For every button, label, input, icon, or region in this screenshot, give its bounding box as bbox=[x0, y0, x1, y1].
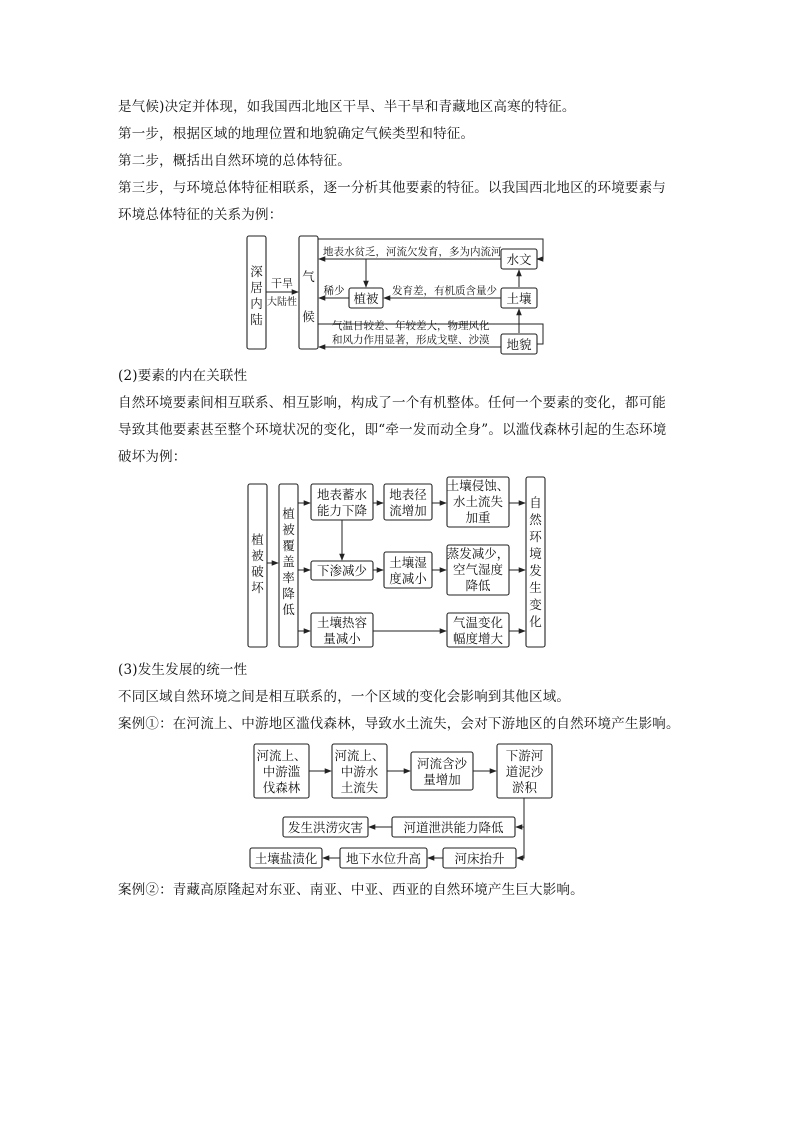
sparse-label: 稀少 bbox=[323, 285, 345, 297]
deposition-to-riverbed-arrow bbox=[517, 798, 524, 858]
sediment-line-1: 河流含沙 bbox=[416, 756, 468, 771]
deposition-line-2: 道泥沙 bbox=[505, 764, 544, 779]
evaporation-line-3: 降低 bbox=[465, 578, 491, 593]
erosion-line-1: 土壤侵蚀、 bbox=[446, 478, 510, 493]
riverbed-label: 河床抬升 bbox=[454, 851, 505, 866]
climate-box bbox=[299, 236, 318, 349]
destruction-char-3: 破 bbox=[251, 564, 264, 579]
coverage-char-7: 低 bbox=[282, 602, 295, 617]
landform-relation-label-2: 和风力作用显著，形成戈壁、沙漠 bbox=[332, 334, 490, 346]
landform-relation-label-1: 气温日较差、年较差大，物理风化 bbox=[332, 320, 490, 332]
soil-moisture-line-2: 度减小 bbox=[389, 571, 427, 586]
inland-char-4: 陆 bbox=[250, 312, 263, 327]
paragraph-climate-feature: 是气候)决定并体现，如我国西北地区干旱、半干旱和青藏地区高寒的特征。 bbox=[118, 99, 576, 115]
inland-char-1: 深 bbox=[250, 264, 263, 279]
paragraph-step-one: 第一步，根据区域的地理位置和地貌确定气候类型和特征。 bbox=[118, 126, 475, 142]
deposition-line-3: 淤积 bbox=[511, 780, 538, 795]
paragraph-correlation-3: 破坏为例： bbox=[118, 449, 187, 465]
erosion-line-3: 加重 bbox=[465, 510, 491, 525]
hydrology-label: 水文 bbox=[506, 252, 532, 267]
result-char-6: 生 bbox=[529, 580, 542, 595]
arid-label: 干旱 bbox=[271, 277, 293, 290]
soil-moisture-line-1: 土壤湿 bbox=[389, 555, 427, 570]
diagram-river-chain bbox=[250, 744, 552, 868]
temperature-range-line-1: 气温变化 bbox=[452, 615, 504, 630]
destruction-char-2: 被 bbox=[251, 548, 264, 563]
soil-label: 土壤 bbox=[506, 291, 532, 306]
soil-loss-line-3: 土流失 bbox=[340, 780, 379, 795]
continental-label: 大陆性 bbox=[267, 297, 297, 308]
deforestation-line-3: 伐森林 bbox=[262, 780, 301, 795]
soil-loss-line-1: 河流上、 bbox=[334, 748, 385, 763]
climate-char-1: 气 bbox=[302, 269, 315, 284]
deforestation-line-1: 河流上、 bbox=[256, 748, 307, 763]
paragraph-step-three-cont: 环境总体特征的关系为例： bbox=[118, 207, 283, 223]
drainage-label: 河道泄洪能力降低 bbox=[403, 820, 504, 835]
infiltration-label: 下渗减少 bbox=[316, 563, 368, 578]
salinization-label: 土壤盐渍化 bbox=[254, 851, 318, 866]
result-char-7: 变 bbox=[529, 597, 542, 612]
runoff-line-2: 流增加 bbox=[389, 503, 427, 518]
diagram-northwest-environment bbox=[247, 236, 543, 354]
paragraph-step-three: 第三步，与环境总体特征相联系，逐一分析其他要素的特征。以我国西北地区的环境要素与 bbox=[118, 180, 666, 196]
result-char-2: 然 bbox=[529, 512, 542, 527]
soil-loss-line-2: 中游水 bbox=[340, 764, 379, 779]
sediment-line-2: 量增加 bbox=[423, 772, 461, 787]
storage-capacity-line-2: 能力下降 bbox=[316, 503, 368, 518]
coverage-char-6: 降 bbox=[282, 586, 295, 601]
inland-char-2: 居 bbox=[250, 280, 263, 295]
storage-capacity-line-1: 地表蓄水 bbox=[316, 487, 368, 502]
vegetation-label: 植被 bbox=[353, 291, 379, 306]
paragraph-correlation-1: 自然环境要素间相互联系、相互影响，构成了一个有机整体。任何一个要素的变化，都可能 bbox=[118, 395, 666, 411]
paragraph-unity: 不同区域自然环境之间是相互联系的，一个区域的变化会影响到其他区域。 bbox=[118, 689, 571, 705]
coverage-char-4: 盖 bbox=[282, 554, 295, 569]
result-char-4: 境 bbox=[529, 546, 542, 561]
paragraph-step-two: 第二步，概括出自然环境的总体特征。 bbox=[118, 153, 351, 169]
result-char-3: 环 bbox=[529, 529, 542, 544]
heat-capacity-line-1: 土壤热容 bbox=[316, 615, 368, 630]
temperature-range-line-2: 幅度增大 bbox=[452, 631, 504, 646]
destruction-char-1: 植 bbox=[251, 532, 264, 547]
heat-capacity-line-2: 量减小 bbox=[323, 631, 361, 646]
destruction-char-4: 坏 bbox=[251, 580, 264, 595]
diagram-deforestation-chain bbox=[248, 477, 545, 647]
climate-char-2: 候 bbox=[302, 309, 315, 324]
soil-relation-label: 发育差，有机质含量少 bbox=[392, 285, 497, 297]
flood-label: 发生洪涝灾害 bbox=[287, 820, 364, 835]
coverage-char-3: 覆 bbox=[282, 538, 295, 553]
result-char-1: 自 bbox=[529, 495, 542, 510]
section-heading-correlation: (2)要素的内在关联性 bbox=[118, 368, 248, 384]
result-char-8: 化 bbox=[529, 614, 542, 629]
section-heading-unity: (3)发生发展的统一性 bbox=[118, 662, 248, 678]
hydrology-relation-label: 地表水贫乏，河流欠发育，多为内流河 bbox=[323, 246, 502, 258]
groundwater-label: 地下水位升高 bbox=[345, 851, 422, 866]
case-two-text: 案例②：青藏高原隆起对东亚、南亚、中亚、西亚的自然环境产生巨大影响。 bbox=[118, 882, 584, 898]
evaporation-line-2: 空气湿度 bbox=[452, 562, 504, 577]
result-char-5: 发 bbox=[529, 563, 542, 578]
deforestation-line-2: 中游滥 bbox=[262, 764, 301, 779]
deposition-line-1: 下游河 bbox=[505, 748, 544, 763]
landform-label: 地貌 bbox=[506, 337, 532, 352]
coverage-char-5: 率 bbox=[282, 570, 295, 585]
inland-char-3: 内 bbox=[250, 296, 263, 311]
case-one-text: 案例①：在河流上、中游地区滥伐森林，导致水土流失，会对下游地区的自然环境产生影响。 bbox=[118, 716, 680, 732]
runoff-line-1: 地表径 bbox=[389, 487, 427, 502]
erosion-line-2: 水土流失 bbox=[452, 494, 504, 509]
coverage-char-2: 被 bbox=[282, 522, 295, 537]
paragraph-correlation-2: 导致其他要素甚至整个环境状况的变化，即“牵一发而动全身”。以滥伐森林引起的生态环境 bbox=[118, 422, 667, 438]
evaporation-line-1: 蒸发减少， bbox=[446, 546, 510, 561]
coverage-char-1: 植 bbox=[282, 506, 295, 521]
